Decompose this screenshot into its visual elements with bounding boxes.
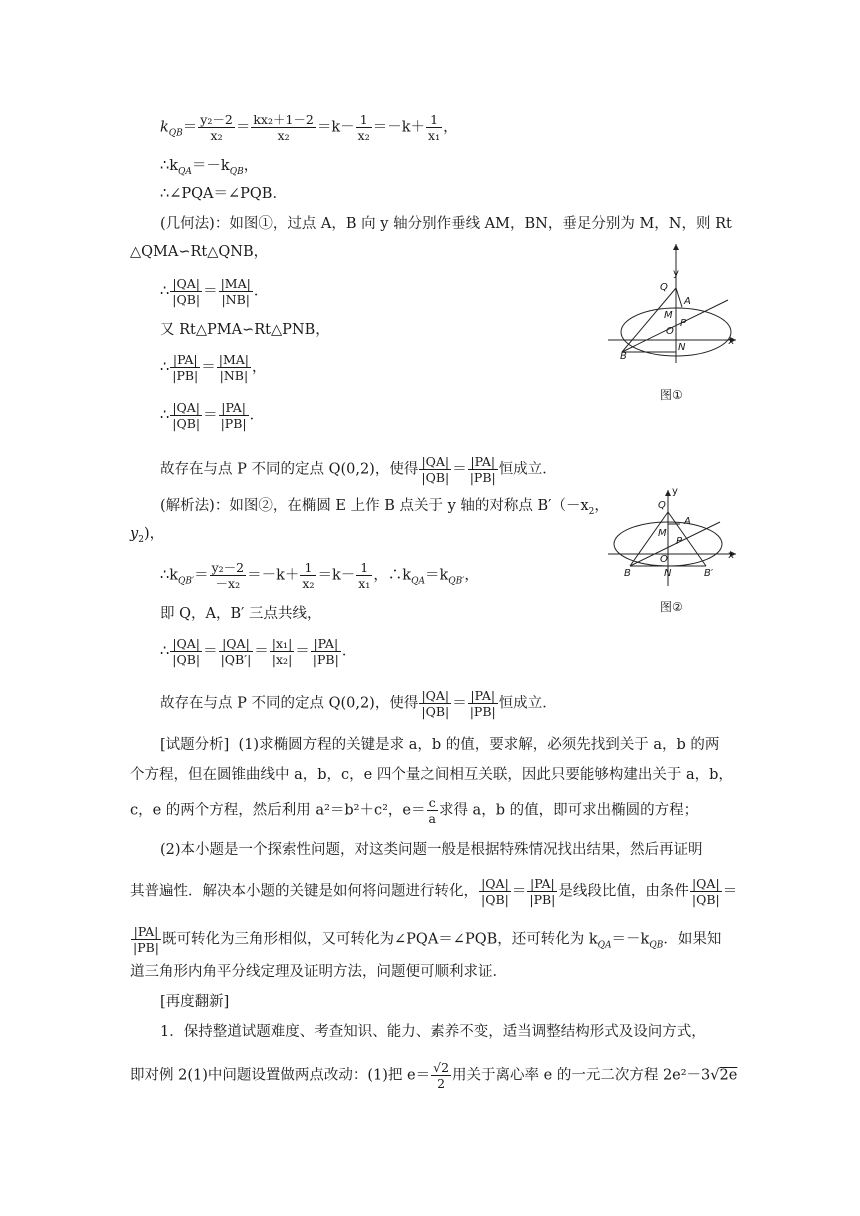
analytic-line1: (解析法)：如图②，在椭圆 E 上作 B 点关于 y 轴的对称点 $B'(-x_2$，: [160, 498, 609, 517]
fraction: $\frac{\text{y₂－2}}{\text{x₂}}$: [200, 112, 233, 143]
eq-angle: ∴∠PQA＝∠PQB．: [160, 186, 287, 202]
ellipse-diagram-2: [600, 486, 740, 596]
rework-line2: 即对例 2(1)中问题设置做两点改动：(1)把 e＝ $\frac{√2}{2}$ 用关于离心率 e 的一元二次方程 2e²－3√2e: [130, 1060, 738, 1091]
rework-line1: 1．保持整道试题难度、考查知识、能力、素养不变，适当调整结构形式及设问方式，: [160, 1024, 706, 1040]
figure-1: y x Q A M P O N B 图①: [600, 238, 740, 368]
rework-label: [再度翻新]: [160, 994, 230, 1010]
analysis-line2: 个方程，但在圆锥曲线中 a，b，c，e 四个量之间相互关联，因此只要能够构建出关于 a，b，: [130, 767, 733, 783]
ratio-chain: ∴ $\frac{|QA|}{|QB|}$ ＝ $\frac{|QA|}{|QB'|}$ ＝ $\frac{\text{|x₁|}}{\text{|x₂|}}$ ＝ $\frac{|PA|}{|PB|}$ ．: [160, 636, 357, 667]
figure-1-caption: 图①: [660, 388, 683, 402]
conclusion-2: 故存在与点 P 不同的定点 Q(0,2)，使得 $\frac{|QA|}{|QB|}$ ＝ $\frac{|PA|}{|PB|}$ 恒成立．: [160, 688, 557, 719]
analysis-line5: 其普遍性．解决本小题的关键是如何将问题进行转化， $\frac{|QA|}{|QB|}$ ＝ $\frac{|PA|}{|PB|}$ 是线段比值，由条件 $\frac{|QA|}{|QB|}$ ＝: [130, 876, 738, 907]
analysis-line1: [试题分析] (1)求椭圆方程的关键是求 a，b 的值，要求解，必须先找到关于 a，b 的两: [160, 737, 720, 753]
fraction: $\frac{1}{\text{x₂}}$: [357, 112, 370, 143]
eq-kqb-prime: $\therefore k_{QB'}=$ $\frac{\text{y₂－2}}{\text{－x₂}}$ ＝－k＋ $\frac{1}{\text{x₂}}$ ＝k－ $\frac{1}{\text{x₁}}$ ，$\therefore k_{QA}=k_{QB'}$，: [160, 560, 479, 591]
eq-kqa-neg-kqb: $\therefore k_{QA}=-k_{QB}$，: [160, 158, 259, 177]
figure-2: y x Q A M P O B N B′ 图②: [600, 486, 740, 596]
geo-method-line1: (几何法)：如图①，过点 A，B 向 y 轴分别作垂线 AM，BN，垂足分别为 M，N，则 Rt: [160, 216, 732, 232]
fraction: $\frac{1}{\text{x₁}}$: [428, 112, 441, 143]
ratio-pa-pb-ma-nb: ∴ $\frac{|PA|}{|PB|}$ ＝ $\frac{|MA|}{|NB|}$ ，: [160, 352, 267, 383]
analysis-line3: c，e 的两个方程，然后利用 a²＝b²＋c²，e＝ $\frac{c}{a}$ 求得 a，b 的值，即可求出椭圆的方程；: [130, 795, 699, 826]
analytic-line2: $y_2$)，: [130, 526, 165, 545]
analysis-line7: 道三角形内角平分线定理及证明方法，问题便可顺利求证．: [130, 964, 507, 980]
again-similar: 又 Rt△PMA∽Rt△PNB，: [160, 322, 330, 338]
ellipse-diagram-1: [600, 238, 740, 368]
ratio-qa-qb-ma-nb: ∴ $\frac{|QA|}{|QB|}$ ＝ $\frac{|MA|}{|NB|}$ ．: [160, 276, 269, 307]
geo-method-line2: △QMA∽Rt△QNB，: [130, 244, 269, 260]
analysis-line6: $\frac{|PA|}{|PB|}$ 既可转化为三角形相似，又可转化为∠PQA＝∠PQB，还可转化为 $k_{QA}=-k_{QB}$．如果知: [133, 924, 722, 955]
collinear: 即 Q，A，B′ 三点共线，: [160, 606, 322, 622]
conclusion-1: 故存在与点 P 不同的定点 Q(0,2)，使得 $\frac{|QA|}{|QB|}$ ＝ $\frac{|PA|}{|PB|}$ 恒成立．: [160, 454, 557, 485]
fraction: $\frac{\text{kx₂＋1－2}}{\text{x₂}}$: [253, 112, 314, 143]
figure-2-caption: 图②: [660, 600, 683, 614]
eq-kqb: $k_{QB}=$ $\frac{\text{y₂－2}}{\text{x₂}}$ ＝ $\frac{\text{kx₂＋1－2}}{\text{x₂}}$ ＝k－ $\frac{1}{\text{x₂}}$ ＝－k＋ $\frac{1}{\text{x₁}}$ ，: [160, 112, 458, 143]
ratio-qa-qb-pa-pb: ∴ $\frac{|QA|}{|QB|}$ ＝ $\frac{|PA|}{|PB|}$ ．: [160, 400, 265, 431]
analysis-line4: (2)本小题是一个探索性问题，对这类问题一般是根据特殊情况找出结果，然后再证明: [160, 842, 703, 858]
